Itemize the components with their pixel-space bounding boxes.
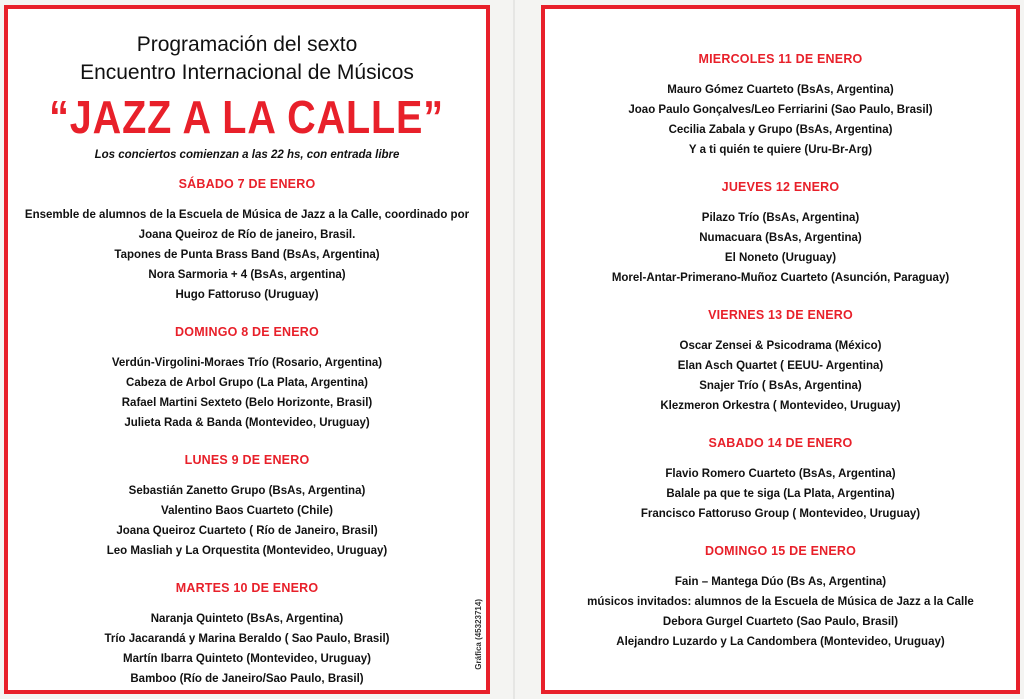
performer-item: Joao Paulo Gonçalves/Leo Ferriarini (Sao Paulo, Brasil)	[628, 104, 933, 116]
performer-item: Balale pa que te siga (La Plata, Argentina)	[666, 488, 895, 500]
page-fold	[513, 0, 515, 699]
performer-item: Francisco Fattoruso Group ( Montevideo, Uruguay)	[640, 508, 921, 520]
performer-item: Valentino Baos Cuarteto (Chile)	[161, 505, 333, 517]
left-schedule	[8, 177, 486, 689]
performer-item: Flavio Romero Cuarteto (BsAs, Argentina)	[665, 468, 896, 480]
performer-item: El Noneto (Uruguay)	[724, 252, 837, 264]
performer-item: Tapones de Punta Brass Band (BsAs, Argentina)	[114, 249, 380, 261]
performer-item: Cecilia Zabala y Grupo (BsAs, Argentina)	[668, 124, 893, 136]
day-heading: MIERCOLES 11 DE ENERO	[698, 52, 863, 66]
performer-item: Trío Jacarandá y Marina Beraldo ( Sao Paulo, Brasil)	[104, 633, 390, 645]
performer-item: Martín Ibarra Quinteto (Montevideo, Uruguay)	[123, 653, 371, 665]
performer-item: músicos invitados: alumnos de la Escuela de Música de Jazz a la Calle	[587, 596, 974, 608]
performer-item: Hugo Fattoruso (Uruguay)	[175, 289, 319, 301]
performer-item: Verdún-Virgolini-Moraes Trío (Rosario, Argentina)	[111, 357, 383, 369]
day-heading: LUNES 9 DE ENERO	[184, 453, 310, 467]
day-heading: DOMINGO 15 DE ENERO	[704, 544, 857, 558]
performer-item: Debora Gurgel Cuarteto (Sao Paulo, Brasil)	[662, 616, 899, 628]
performer-item: Oscar Zensei & Psicodrama (México)	[679, 340, 882, 352]
performer-item: Joana Queiroz de Río de janeiro, Brasil.	[138, 229, 356, 241]
right-schedule	[545, 52, 1016, 652]
performer-item: Fain – Mantega Dúo (Bs As, Argentina)	[674, 576, 887, 588]
performer-item: Bamboo (Río de Janeiro/Sao Paulo, Brasil)	[130, 673, 364, 685]
performer-item: Pilazo Trío (BsAs, Argentina)	[701, 212, 860, 224]
performer-item: Snajer Trío ( BsAs, Argentina)	[699, 380, 862, 392]
performer-item: Mauro Gómez Cuarteto (BsAs, Argentina)	[667, 84, 894, 96]
page-title	[8, 31, 486, 87]
performer-item: Ensemble de alumnos de la Escuela de Música de Jazz a la Calle, coordinado por	[24, 209, 470, 221]
day-heading: JUEVES 12 ENERO	[721, 180, 840, 194]
festival-headline: “JAZZ A LA CALLE”	[49, 91, 445, 143]
performer-item: Sebastián Zanetto Grupo (BsAs, Argentina)	[128, 485, 366, 497]
performer-item: Elan Asch Quartet ( EEUU- Argentina)	[677, 360, 884, 372]
title-line-2: Encuentro Internacional de Músicos	[80, 61, 414, 84]
performer-item: Naranja Quinteto (BsAs, Argentina)	[150, 613, 344, 625]
performer-item: Leo Masliah y La Orquestita (Montevideo, Uruguay)	[106, 545, 388, 557]
day-heading: VIERNES 13 DE ENERO	[708, 308, 853, 322]
performer-item: Joana Queiroz Cuarteto ( Río de Janeiro, Brasil)	[116, 525, 378, 537]
performer-item: Klezmeron Orkestra ( Montevideo, Uruguay)	[660, 400, 901, 412]
print-stamp: Gráfica (45323714)	[474, 599, 483, 670]
performer-item: Numacuara (BsAs, Argentina)	[699, 232, 862, 244]
performer-item: Morel-Antar-Primerano-Muñoz Cuarteto (Asunción, Paraguay)	[611, 272, 950, 284]
left-page	[4, 5, 490, 694]
performer-item: Julieta Rada & Banda (Montevideo, Uruguay)	[124, 417, 370, 429]
day-heading: MARTES 10 DE ENERO	[175, 581, 319, 595]
performer-item: Rafael Martini Sexteto (Belo Horizonte, Brasil)	[121, 397, 373, 409]
performer-item: Y a ti quién te quiere (Uru-Br-Arg)	[688, 144, 873, 156]
day-heading: SÁBADO 7 DE ENERO	[178, 177, 316, 191]
title-line-1: Programación del sexto	[136, 33, 358, 56]
performer-item: Nora Sarmoria + 4 (BsAs, argentina)	[148, 269, 346, 281]
day-heading: SABADO 14 DE ENERO	[708, 436, 853, 450]
day-heading: DOMINGO 8 DE ENERO	[175, 325, 319, 339]
concert-info: Los conciertos comienzan a las 22 hs, con entrada libre	[94, 149, 400, 161]
performer-item: Cabeza de Arbol Grupo (La Plata, Argentina)	[126, 377, 368, 389]
right-page	[541, 5, 1020, 694]
performer-item: Alejandro Luzardo y La Candombera (Montevideo, Uruguay)	[616, 636, 945, 648]
